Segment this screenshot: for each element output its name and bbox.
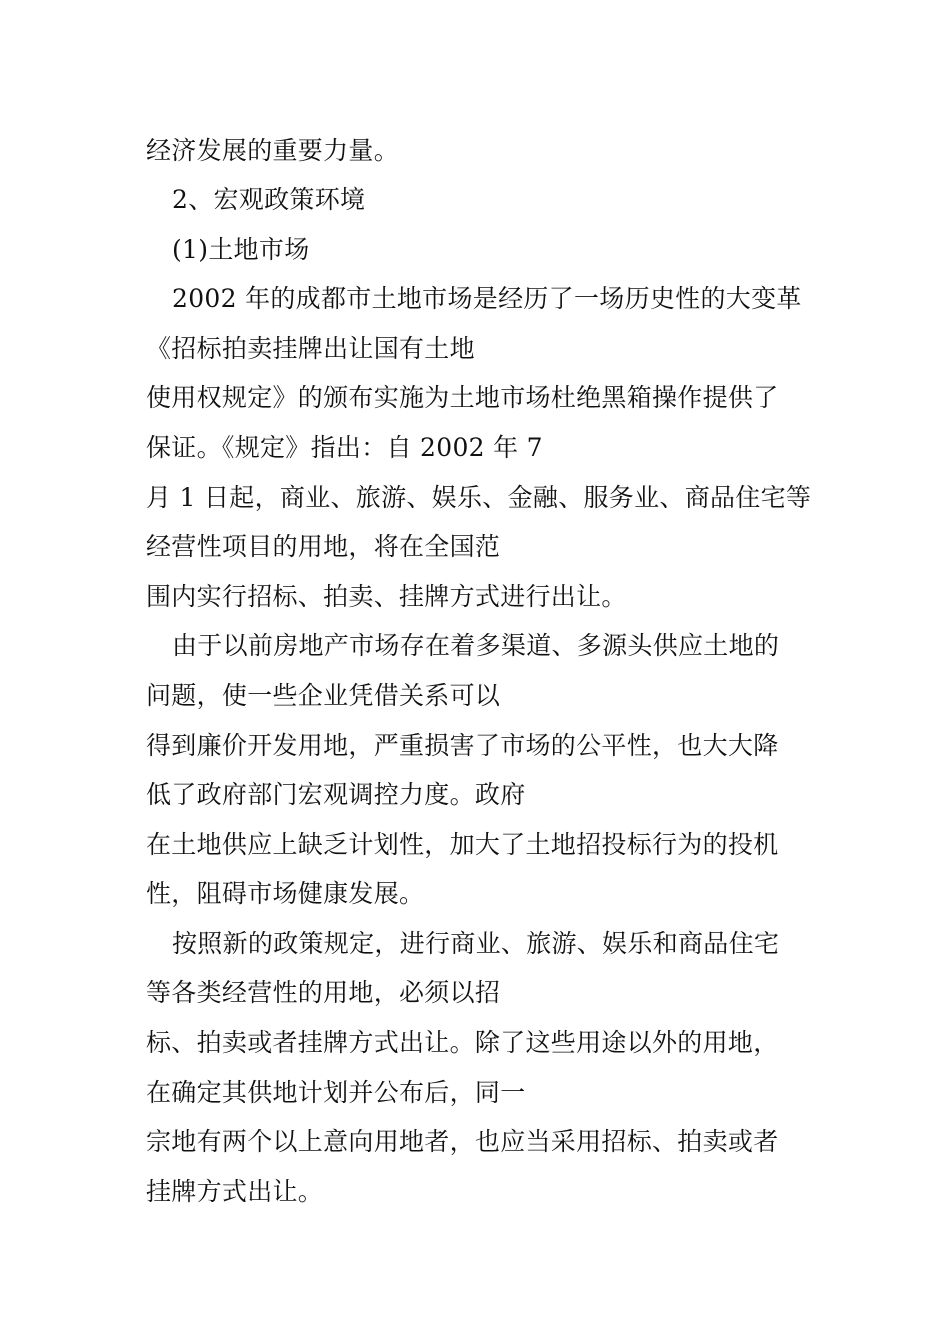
text-line: 宗地有两个以上意向用地者，也应当采用招标、拍卖或者 xyxy=(146,1127,779,1156)
text-line: 标、拍卖或者挂牌方式出让。除了这些用途以外的用地， xyxy=(146,1028,779,1057)
text-line: 2002 年的成都市土地市场是经历了一场历史性的大变革 xyxy=(172,284,802,313)
text-line: 经济发展的重要力量。 xyxy=(146,136,400,165)
text-line: 在土地供应上缺乏计划性，加大了土地招投标行为的投机 xyxy=(146,830,779,859)
text-line: 月 1 日起，商业、旅游、娱乐、金融、服务业、商品住宅等 xyxy=(146,483,812,512)
text-line: 性，阻碍市场健康发展。 xyxy=(146,879,425,908)
subsection-heading: (1)土地市场 xyxy=(172,235,310,264)
text-line: 低了政府部门宏观调控力度。政府 xyxy=(146,780,526,809)
text-line: 使用权规定》的颁布实施为土地市场杜绝黑箱操作提供了 xyxy=(146,383,779,412)
text-line: 围内实行招标、拍卖、挂牌方式进行出让。 xyxy=(146,582,627,611)
text-line: 保证。《规定》指出：自 2002 年 7 xyxy=(146,433,543,462)
text-line: 经营性项目的用地，将在全国范 xyxy=(146,532,501,561)
text-line: 挂牌方式出让。 xyxy=(146,1177,324,1206)
section-heading: 2、宏观政策环境 xyxy=(172,185,366,214)
text-line: 得到廉价开发用地，严重损害了市场的公平性，也大大降 xyxy=(146,731,779,760)
text-line: 问题，使一些企业凭借关系可以 xyxy=(146,681,501,710)
text-line: 在确定其供地计划并公布后，同一 xyxy=(146,1078,526,1107)
text-line: 由于以前房地产市场存在着多渠道、多源头供应土地的 xyxy=(172,631,780,660)
text-line: 等各类经营性的用地，必须以招 xyxy=(146,978,501,1007)
text-line: 按照新的政策规定，进行商业、旅游、娱乐和商品住宅 xyxy=(172,929,780,958)
text-line: 《招标拍卖挂牌出让国有土地 xyxy=(146,334,475,363)
